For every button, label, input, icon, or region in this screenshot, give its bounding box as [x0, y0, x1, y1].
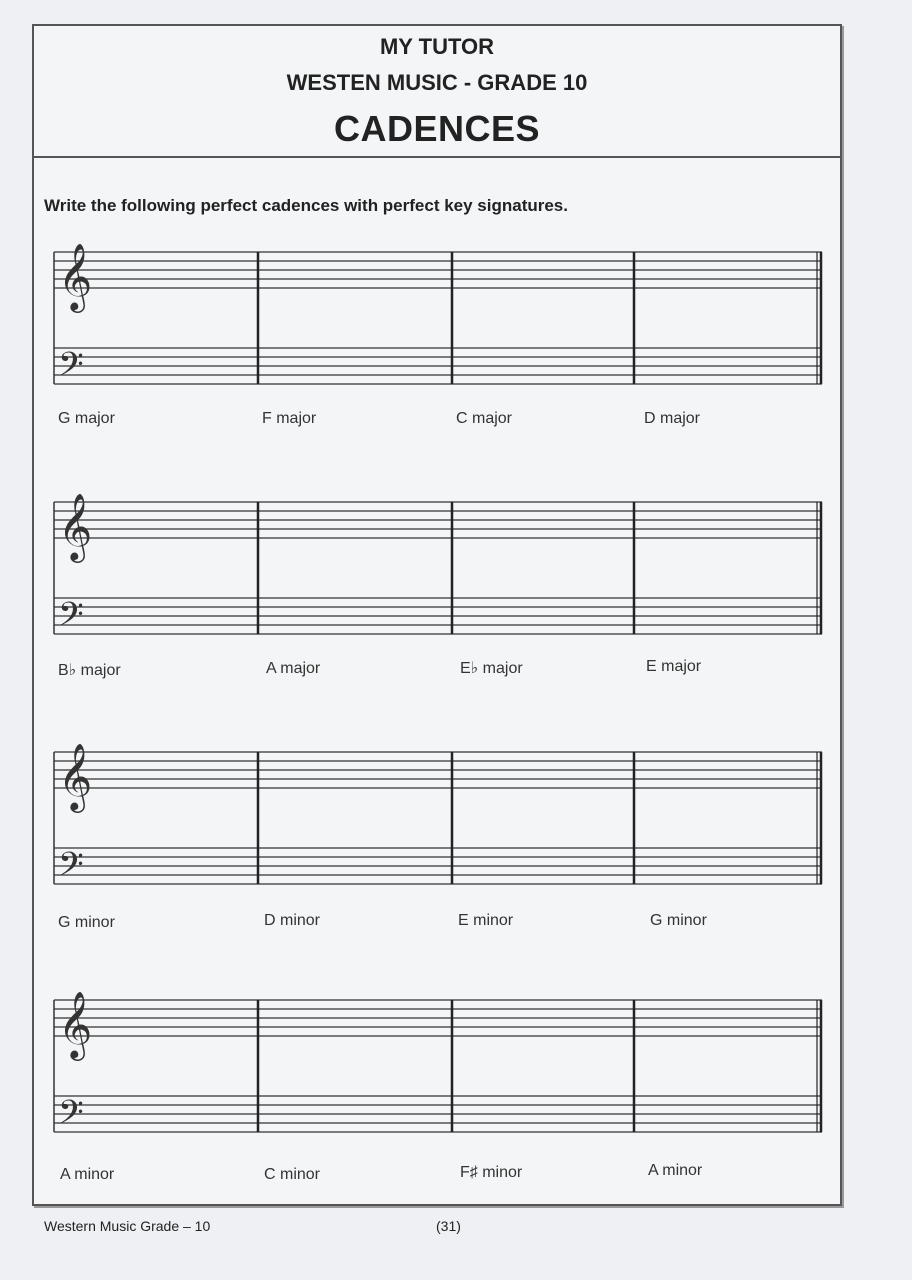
- key-label: F major: [262, 410, 317, 427]
- key-label: F♯ minor: [460, 1164, 523, 1181]
- bass-clef-icon: 𝄢: [58, 596, 84, 642]
- key-label: C minor: [264, 1166, 321, 1183]
- key-label: A minor: [648, 1162, 703, 1179]
- key-label: A minor: [60, 1166, 115, 1183]
- staff-system-3: [50, 736, 826, 896]
- grand-staff: [50, 236, 826, 396]
- treble-clef-icon: 𝄞: [58, 242, 93, 310]
- bass-clef-icon: 𝄢: [58, 346, 84, 392]
- page-header: [34, 26, 840, 158]
- key-label: A major: [266, 660, 321, 677]
- grand-staff: [50, 984, 826, 1144]
- instruction-text: Write the following perfect cadences with perfect key signatures.: [44, 196, 568, 215]
- staff-system-1: [50, 236, 826, 396]
- key-label: G major: [58, 410, 115, 427]
- staff-system-2: [50, 486, 826, 646]
- subject-heading: WESTEN MUSIC - GRADE 10: [286, 70, 588, 95]
- page-number: (31): [436, 1218, 461, 1234]
- tutor-heading: MY TUTOR: [379, 34, 495, 59]
- key-label: C major: [456, 410, 513, 427]
- key-label: B♭ major: [58, 662, 121, 679]
- key-label: D major: [644, 410, 701, 427]
- page-frame: [32, 24, 842, 1206]
- key-label: E♭ major: [460, 660, 523, 677]
- key-label: G minor: [650, 912, 707, 929]
- treble-clef-icon: 𝄞: [58, 990, 93, 1058]
- key-label: E major: [646, 658, 702, 675]
- key-label: D minor: [264, 912, 321, 929]
- treble-clef-icon: 𝄞: [58, 742, 93, 810]
- grand-staff: [50, 736, 826, 896]
- key-label: E minor: [458, 912, 514, 929]
- staff-system-4: [50, 984, 826, 1144]
- grand-staff: [50, 486, 826, 646]
- treble-clef-icon: 𝄞: [58, 492, 93, 560]
- bass-clef-icon: 𝄢: [58, 846, 84, 892]
- page-title: CADENCES: [333, 108, 541, 149]
- bass-clef-icon: 𝄢: [58, 1094, 84, 1140]
- footer-book-title: Western Music Grade – 10: [44, 1218, 211, 1234]
- key-label: G minor: [58, 914, 115, 931]
